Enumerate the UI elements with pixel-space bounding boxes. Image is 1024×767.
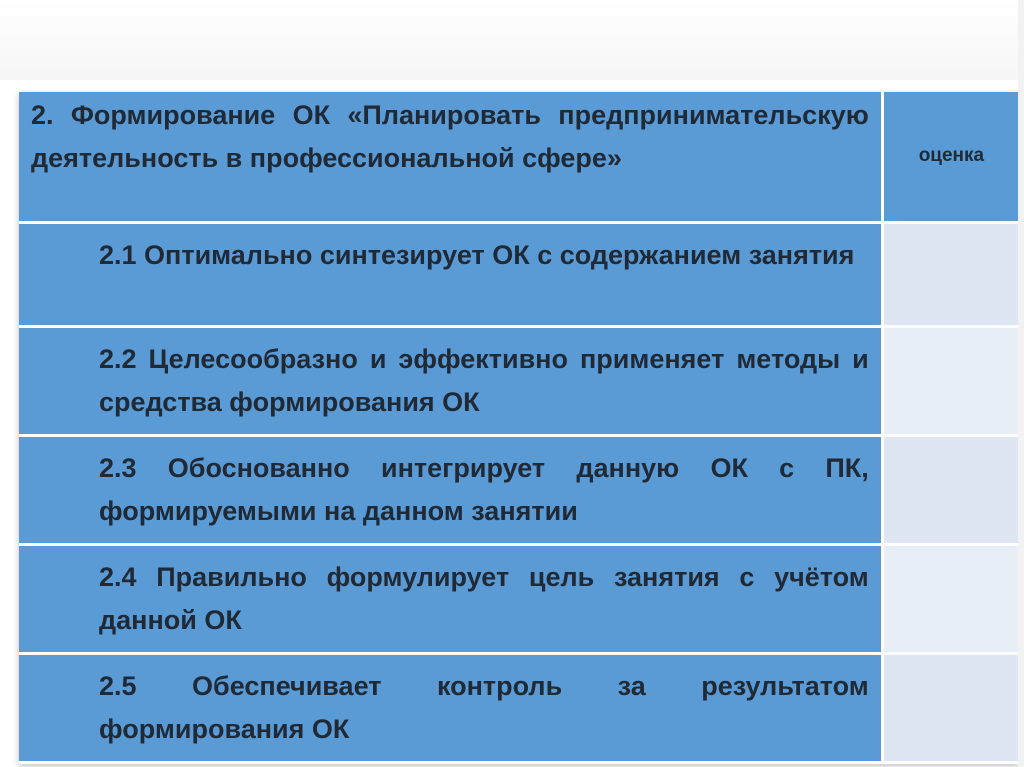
table-header-score: оценка: [882, 92, 1019, 222]
criterion-cell: 2.5 Обеспечивает контроль за результатом формирования ОК: [19, 653, 882, 762]
slide-top-band: [0, 0, 1024, 80]
table-row: [19, 326, 1019, 435]
slide-right-edge: [1018, 0, 1024, 767]
table-row: [19, 653, 1019, 762]
criterion-cell: 2.1 Оптимально синтезирует ОК с содержанием занятия: [19, 222, 882, 326]
score-cell[interactable]: [882, 326, 1019, 435]
score-cell[interactable]: [882, 544, 1019, 653]
table-row: [19, 435, 1019, 544]
criterion-cell: 2.3 Обоснованно интегрирует данную ОК с ПК, формируемыми на данном занятии: [19, 435, 882, 544]
criterion-cell: 2.4 Правильно формулирует цель занятия с учётом данной ОК: [19, 544, 882, 653]
table-row: [19, 222, 1019, 326]
score-cell[interactable]: [882, 435, 1019, 544]
table-header-row: [19, 92, 1019, 222]
criteria-table: [19, 92, 1019, 764]
table-row: [19, 544, 1019, 653]
criterion-cell: 2.2 Целесообразно и эффективно применяет методы и средства формирования ОК: [19, 326, 882, 435]
score-cell[interactable]: [882, 222, 1019, 326]
score-cell[interactable]: [882, 653, 1019, 762]
table-header-criterion: 2. Формирование ОК «Планировать предпринимательскую деятельность в профессиональной сфере»: [19, 92, 882, 222]
